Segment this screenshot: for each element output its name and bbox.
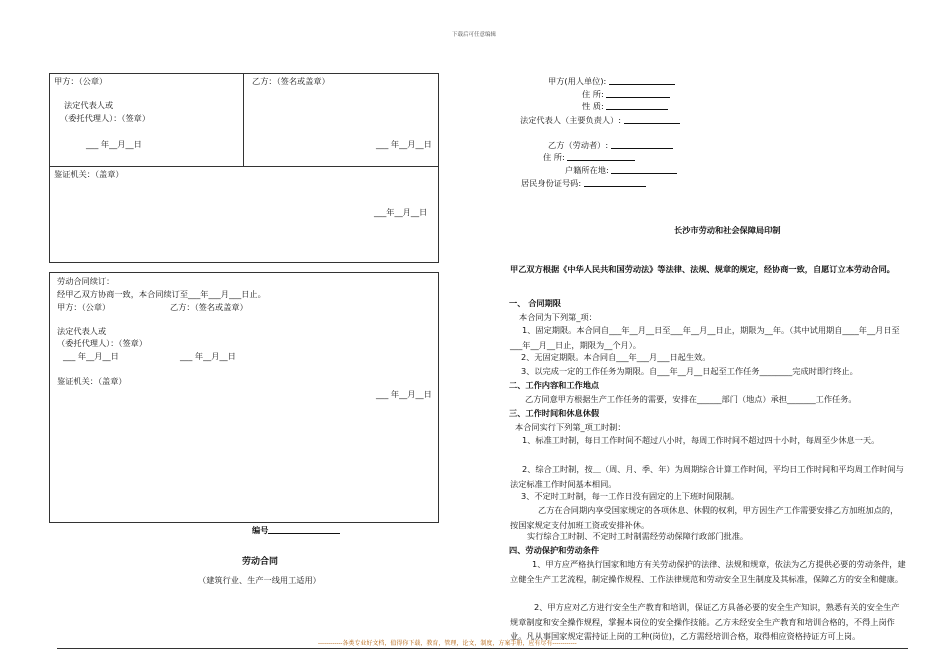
sig-party-a: 甲方：（公章） [54, 76, 108, 86]
sig-rep-line1: 法定代表人或 [64, 100, 114, 110]
field-id-no [521, 178, 646, 189]
renew-verify: 鉴证机关：（盖章） [57, 376, 127, 386]
section-3-para-1: 乙方在合同期内享受国家规定的各项休息、休假的权利，甲方因生产工作需要安排乙方加班加点的，按国家规定支付加班工资或安排补休。 [510, 505, 899, 530]
section-3-lead: 本合同实行下列第_项工时制： [515, 422, 626, 432]
section-4-heading: 四、劳动保护和劳动条件 [509, 545, 600, 555]
renew-party-a: 甲方：（公章） [57, 302, 111, 312]
field-employer-label: 甲方(用人单位): [548, 76, 607, 86]
renew-verify-date: ___ 年__月__日 [376, 389, 432, 399]
field-emp-address-label: 住 所: [543, 152, 565, 162]
section-3-item-2: 2、综合工时制，按＿（周、月、季、年）为周期综合计算工作时间，平均日工作时间和平均周工作时间与法定标准工作时间基本相同。 [510, 464, 904, 489]
field-hukou-label: 户籍所在地: [565, 165, 609, 175]
header-note: 下载后可任意编辑 [452, 32, 497, 38]
section-3-item-3: 3、不定时工时制，每一工作日没有固定的上下班时间限制。 [521, 491, 740, 501]
sig-verify-date: ___年__月__日 [374, 207, 428, 217]
field-employee-label: 乙方（劳动者）: [548, 140, 609, 150]
cover-title: 劳动合同 [242, 557, 279, 567]
field-id-no-label: 居民身份证号码: [521, 178, 582, 188]
section-2-text: 乙方同意甲方根据生产工作任务的需要，安排在______部门（地点）承担_______工作任务。 [525, 394, 857, 404]
section-3-para-2: 实行综合工时制、不定时工时制需经劳动保障行政部门批准。 [527, 531, 749, 541]
field-legal-rep-blank [624, 115, 680, 124]
intro-paragraph: 甲乙双方根据《中华人民共和国劳动法》等法律、法规、规章的规定，经协商一致，自愿订立本劳动合同。 [510, 264, 895, 274]
sig-verify: 鉴证机关：（盖章） [54, 169, 124, 179]
field-legal-rep-label: 法定代表人（主要负责人）: [520, 115, 622, 125]
renew-title: 劳动合同续订： [57, 276, 115, 286]
field-emp-address-blank [567, 152, 635, 161]
renew-date-b: ___ 年__月__日 [180, 351, 236, 361]
section-1-heading: 一、 合同期限 [509, 298, 561, 308]
sig-rep-line2: （委托代理人）：（签章） [60, 113, 151, 123]
sig-date-b: ___ 年__月__日 [376, 139, 432, 149]
field-employer [548, 76, 675, 87]
field-nature [582, 101, 668, 112]
renew-rep-line1: 法定代表人或 [57, 326, 107, 336]
field-legal-rep [520, 115, 680, 126]
renew-party-b: 乙方：（签名或盖章） [170, 302, 248, 312]
field-nature-blank [606, 101, 668, 110]
section-1-lead: 本合同为下列第_项： [519, 312, 597, 322]
renew-line: 经甲乙双方协商一致，本合同续订至___年___月___日止。 [57, 289, 266, 299]
signature-divider [243, 73, 244, 166]
contract-number-blank [268, 525, 340, 534]
field-hukou [565, 165, 677, 176]
section-4-item-2: 2、甲方应对乙方进行安全生产教育和培训，保证乙方具备必要的安全生产知识，熟悉有关的安全生产规章制度和安全操作规程，掌握本岗位的安全操作技能。乙方未经安全生产教育和培训合格的，不得上岗作业。凡从事国家规定需持证上岗的工种(岗位)，乙方需经培训合格，取得相应资格持证方可上岗。 [510, 602, 900, 642]
contract-number [252, 525, 340, 536]
signature-hline [49, 166, 439, 167]
field-address [582, 89, 670, 100]
section-1-item-3: 3、以完成一定的工作任务为期限。自___年__月__日起至工作任务________完成时即行终止。 [521, 366, 858, 376]
field-address-blank [606, 89, 670, 98]
field-address-label: 住 所: [582, 89, 604, 99]
section-3-item-1: 1、标准工时制，每日工作时间不超过八小时，每周工作时间不超过四十小时，每周至少休息一天。 [522, 435, 880, 445]
renew-date-a: ___ 年__月__日 [63, 351, 119, 361]
section-3-heading: 三、工作时间和休息休假 [509, 408, 600, 418]
field-emp-address [543, 152, 635, 163]
field-employee [548, 140, 673, 151]
section-1-item-1: 1、固定期限。本合同自___年__月__日至___年__月__日止，期限为__年。（其中试用期自____年__月日至___年__月__日止，期限为__个月）。 [510, 325, 900, 350]
section-1-item-2: 2、无固定期限。本合同自___年___月___日起生效。 [521, 352, 711, 362]
section-2-heading: 二、工作内容和工作地点 [509, 380, 600, 390]
contract-number-label: 编号 [252, 525, 269, 535]
field-nature-label: 性 质: [582, 101, 604, 111]
field-hukou-blank [611, 165, 677, 174]
renew-rep-line2: （委托代理人）：（签章） [57, 338, 148, 348]
printer-line: 长沙市劳动和社会保障局印制 [674, 225, 781, 235]
field-employer-blank [609, 76, 675, 85]
cover-subtitle: （建筑行业、生产一线用工适用） [198, 575, 321, 585]
footer-note: ------------各类专业好文档，值得你下载，教育，管理，论文，制度，方案手册，应有尽有------------ [318, 640, 577, 647]
field-employee-blank [611, 140, 673, 149]
section-4-item-1: 1、甲方应严格执行国家和地方有关劳动保护的法律、法规和规章，依法为乙方提供必要的劳动条件，建立健全生产工艺流程，制定操作规程、工作法律规范和劳动安全卫生制度及其标准，保障乙方的安全和健康。 [510, 559, 906, 584]
sig-party-b: 乙方：（签名或盖章） [252, 76, 330, 86]
sig-date-a: ___ 年__月__日 [86, 139, 142, 149]
field-id-no-blank [584, 178, 646, 187]
